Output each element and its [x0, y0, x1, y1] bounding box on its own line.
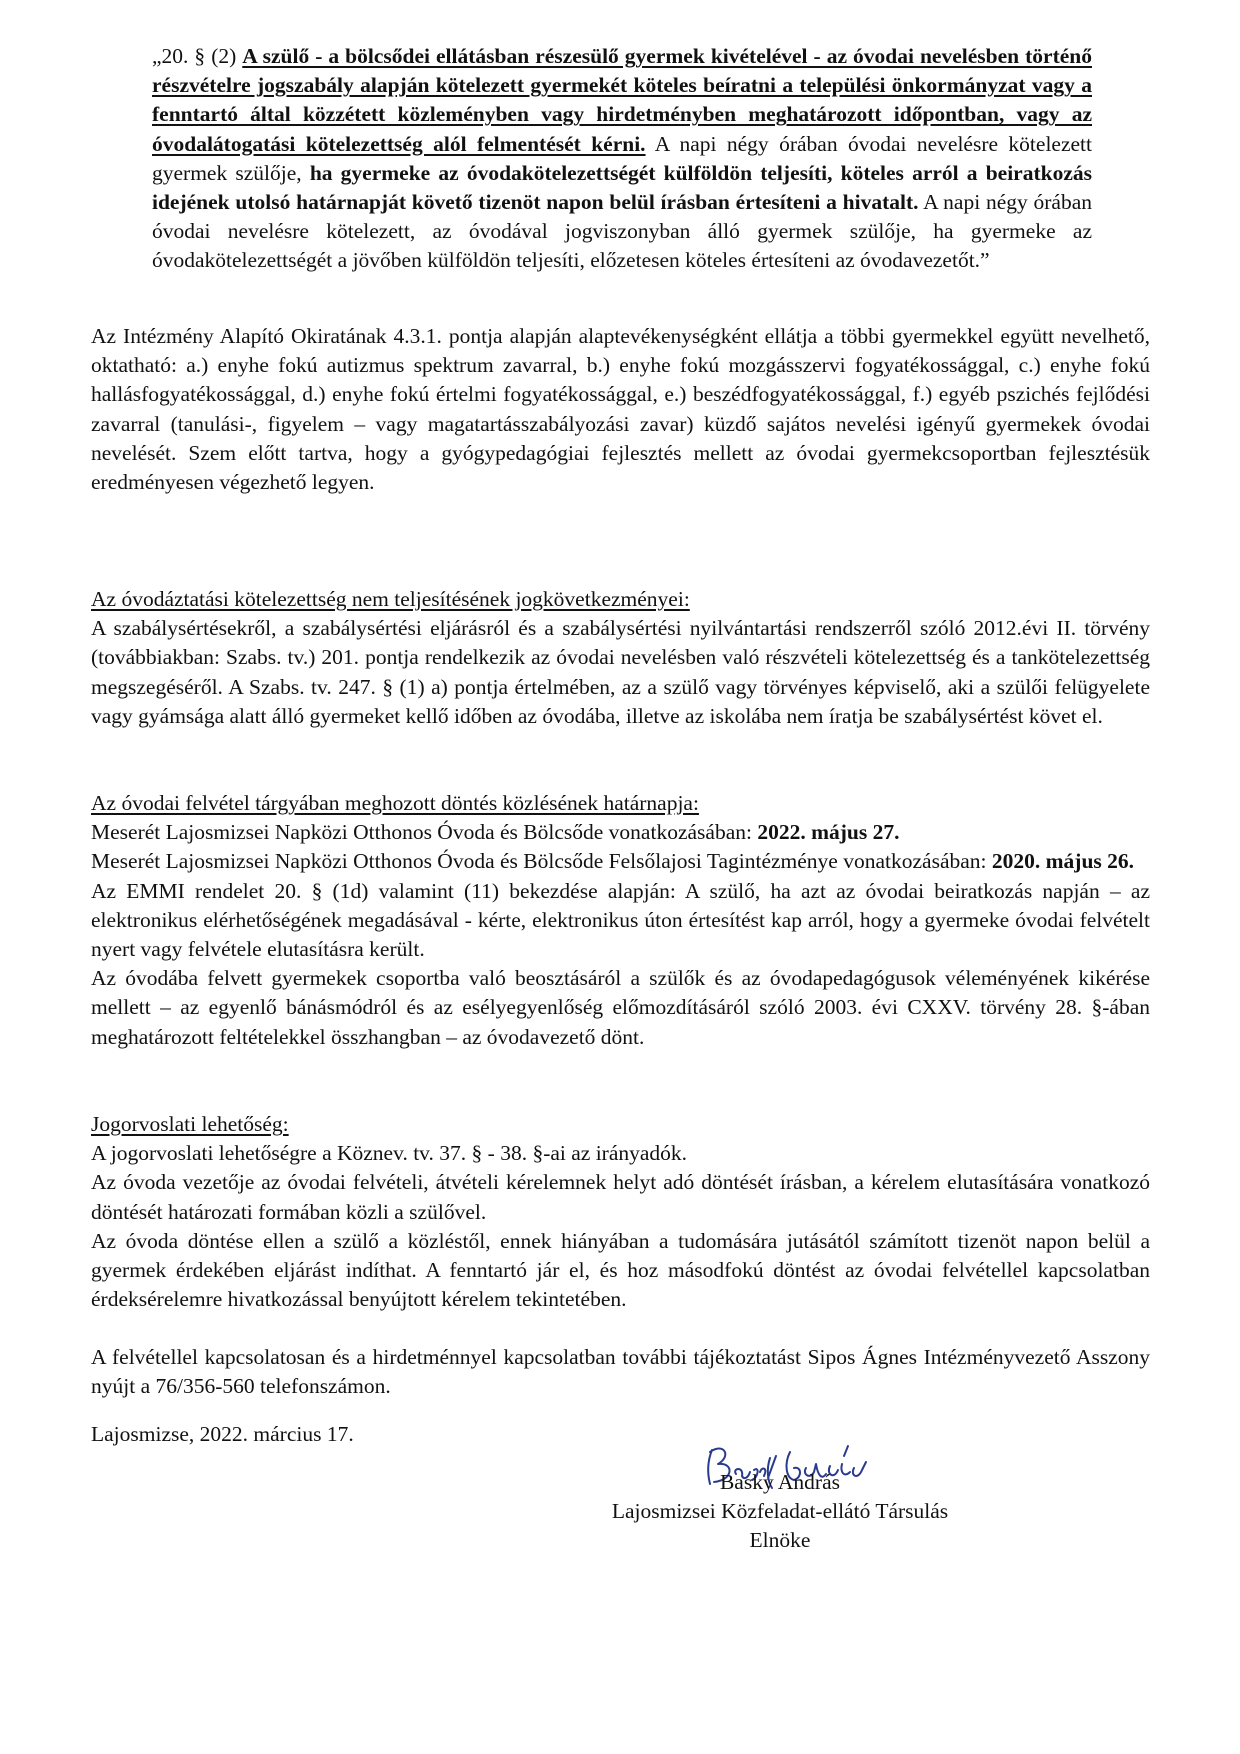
tajekoztatas-paragraph: A felvétellel kapcsolatosan és a hirdetménnyel kapcsolatban további tájékoztatást Sipos Ágnes Intézményvezető Asszony nyújt a 76/356-560 telefonszámon. — [91, 1345, 1150, 1399]
quote-text-2: A napi négy órában óvodai nevelésre kötelezett, az óvodával jogviszonyban álló gyermek szülője, ha gyermeke az óvodakötelezettségét a jövőben külföldön teljesíti, előzetesen köteles értesíteni az óvodavezetőt.” — [152, 190, 1092, 273]
section-heading: Az óvodáztatási kötelezettség nem teljesítésének jogkövetkezményei: — [91, 587, 690, 611]
quoted-law-paragraph — [152, 42, 1092, 276]
signer-role: Elnöke — [749, 1528, 811, 1553]
jogorvoslat-para-1: A jogorvoslati lehetőségre a Köznev. tv. 37. § - 38. §-ai az irányadók. — [91, 1141, 688, 1166]
hatarnap-line-1 — [91, 818, 1150, 847]
hatarnap-line-2 — [91, 847, 1150, 876]
quote-prefix: „20. § (2) — [152, 44, 243, 68]
quote-text-1: A napi négy órában óvodai nevelésre kötelezett gyermek szülője, — [152, 131, 1092, 185]
quote-underlined-bold: A szülő - a bölcsődei ellátásban részesülő gyermek kivételével - az óvodai nevelésben történő részvételre jogszabály alapján kötelezett gyermekét köteles beíratni a települési önkormányzat vagy a fenntartó által közzétett közleményben vagy hirdetményben meghatározott időpontban, vagy az óvodalátogatási kötelezettség alól felmentését kérni. — [152, 44, 1092, 156]
section-heading: Jogorvoslati lehetőség: — [91, 1112, 289, 1136]
hatarnap-date-1: 2022. május 27. — [757, 820, 900, 845]
quote-bold-1: ha gyermeke az óvodakötelezettségét külföldön teljesíti, köteles arról a beiratkozás idejének utolsó határnapját követő tizenöt napon belül írásban értesíteni a hivatalt. — [152, 160, 1092, 215]
intezmeny-paragraph: Az Intézmény Alapító Okiratának 4.3.1. pontja alapján alaptevékenységként ellátja a többi gyermekkel együtt nevelhető, oktatható: a.) enyhe fokú autizmus spektrum zavarral, b.) enyhe fokú mozgásszervi fogyatékossággal, c.) enyhe fokú hallásfogyatékossággal, d.) enyhe fokú értelmi fogyatékossággal, e.) beszédfogyatékossággal, f.) egyéb pszichés fejlődési zavarral (tanulási-, figyelem – vagy magatartásszabályozási zavar) küzdő sajátos nevelési igényű gyermekek óvodai nevelését. Szem előtt tartva, hogy a gyógypedagógiai fejlesztés mellett az óvodai gyermekcsoportban fejlesztésük eredményesen végezhető legyen. — [91, 324, 1150, 495]
section-hatarnap — [91, 789, 1150, 1052]
hatarnap-date-2: 2020. május 26. — [991, 849, 1135, 874]
signature-block — [560, 1468, 1000, 1556]
csoportbeosztas-paragraph: Az óvodába felvett gyermekek csoportba való beosztásáról a szülők és az óvodapedagógusok véleményének kikérése mellett – az egyenlő bánásmódról és az esélyegyenlőség előmozdításáról szóló 2003. évi CXXV. törvény 28. §-ában meghatározott feltételekkel összhangban – az óvodavezető dönt. — [91, 966, 1150, 1049]
signer-name: Basky András — [719, 1470, 841, 1494]
emmi-paragraph: Az EMMI rendelet 20. § (1d) valamint (11) bekezdése alapján: A szülő, ha azt az óvodai beiratkozás napján – az elektronikus elérhetőségének megadásával - kérte, elektronikus úton értesítést kap arról, hogy a gyermeke óvodai felvételt nyert vagy felvétele elutasításra került. — [91, 878, 1150, 962]
hatarnap-line-1-text: Meserét Lajosmizsei Napközi Otthonos Óvoda és Bölcsőde vonatkozásában: — [91, 820, 758, 845]
section-body: A szabálysértésekről, a szabálysértési eljárásról és a szabálysértési nyilvántartási rendszerről szóló 2012.évi II. törvény (továbbiakban: Szabs. tv.) 201. pontja rendelkezik az óvodai nevelésben való részvételi kötelezettség és a tankötelezettség megszegéséről. A Szabs. tv. 247. § (1) a) pontja értelmében, az a szülő vagy törvényes képviselő, aki a szülői felügyelete vagy gyámsága alatt álló gyermeket kellő időben az óvodába, illetve az iskolába nem íratja be szabálysértést követ el. — [91, 616, 1150, 728]
jogorvoslat-para-3: Az óvoda döntése ellen a szülő a közléstől, ennek hiányában a tudomására jutásától számított tizenöt napon belül a gyermek érdekében eljárást indíthat. A fenntartó jár el, és hoz másodfokú döntést az óvodai felvétellel kapcsolatban érdeksérelemre hivatkozással benyújtott kérelem tekintetében. — [91, 1228, 1150, 1312]
section-jogorvoslat — [91, 1110, 1150, 1314]
section-jogkovetkezmenyek — [91, 585, 1150, 731]
place-and-date: Lajosmizse, 2022. március 17. — [91, 1422, 354, 1446]
signer-organization: Lajosmizsei Közfeladat-ellátó Társulás — [611, 1499, 949, 1524]
jogorvoslat-para-2: Az óvoda vezetője az óvodai felvételi, átvételi kérelemnek helyt adó döntését írásban, a kérelem elutasítására vonatkozó döntését határozati formában közli a szülővel. — [91, 1170, 1150, 1224]
section-heading: Az óvodai felvétel tárgyában meghozott döntés közlésének határnapja: — [91, 791, 699, 815]
hatarnap-line-2-text: Meserét Lajosmizsei Napközi Otthonos Óvoda és Bölcsőde Felsőlajosi Tagintézménye vonatkozásában: — [91, 849, 992, 874]
